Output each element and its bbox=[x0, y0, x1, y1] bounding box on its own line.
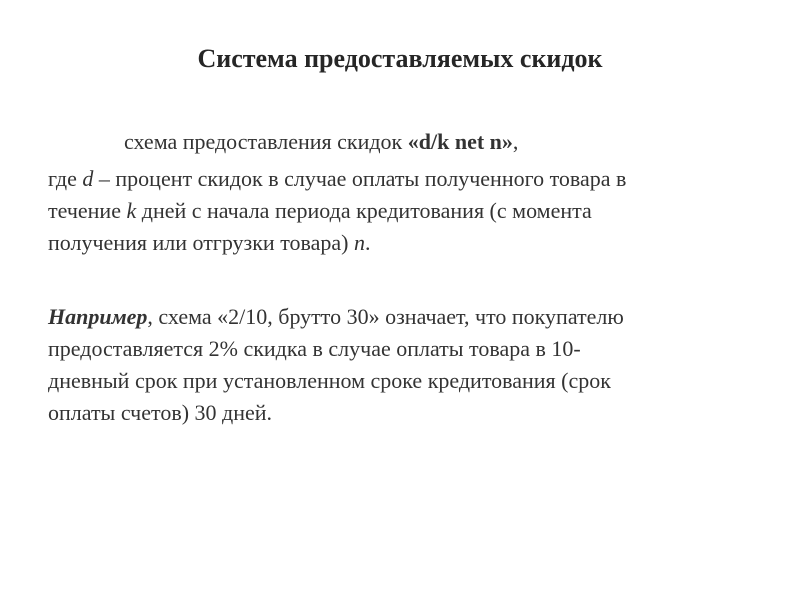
definition-l1-post: – процент скидок в случае оплаты полученного товара в bbox=[93, 166, 627, 191]
example-lead: Например bbox=[48, 304, 148, 329]
example-line-2: предоставляется 2% скидка в случае оплаты товара в 10- bbox=[48, 336, 581, 361]
definition-line-2 bbox=[48, 196, 592, 226]
scheme-prefix: схема предоставления скидок bbox=[124, 129, 408, 154]
scheme-suffix: , bbox=[512, 129, 519, 154]
variable-n: n bbox=[353, 230, 365, 255]
definition-l2-pre: течение bbox=[48, 198, 127, 223]
scheme-line bbox=[124, 127, 518, 157]
slide-title: Система предоставляемых скидок bbox=[197, 44, 603, 73]
example-line-3: дневный срок при установленном сроке кредитования (срок bbox=[48, 368, 611, 393]
example-l1-rest: , схема «2/10, брутто 30» означает, что покупателю bbox=[147, 304, 624, 329]
definition-l1-pre: где bbox=[48, 166, 83, 191]
variable-d: d bbox=[82, 166, 94, 191]
definition-line-3 bbox=[48, 228, 370, 258]
definition-l3-post: . bbox=[364, 230, 371, 255]
definition-line-1 bbox=[48, 164, 626, 194]
scheme-formula: «d/k net n» bbox=[407, 129, 513, 154]
example-line-1 bbox=[48, 302, 624, 332]
definition-l2-post: дней с начала периода кредитования (с момента bbox=[136, 198, 592, 223]
example-line-4: оплаты счетов) 30 дней. bbox=[48, 400, 273, 425]
variable-k: k bbox=[126, 198, 137, 223]
definition-l3-pre: получения или отгрузки товара) bbox=[48, 230, 354, 255]
